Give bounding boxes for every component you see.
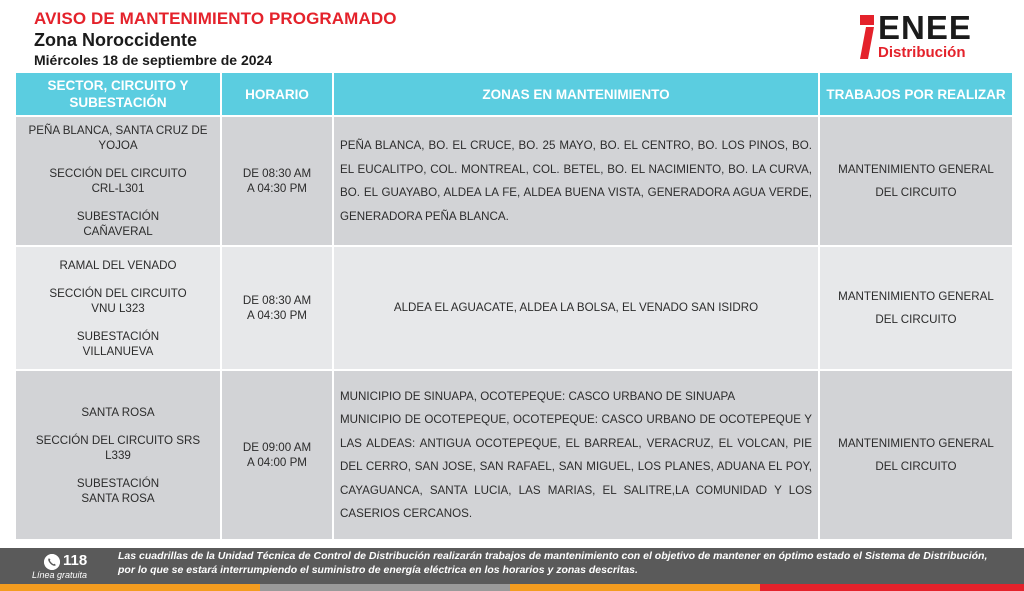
zones-text: MUNICIPIO DE OCOTEPEQUE, OCOTEPEQUE: CASCO URBANO DE OCOTEPEQUE Y LAS ALDEAS: ANTIGUA OCOTEPEQUE, EL BARREAL, VERACRUZ, EL VOLCAN, PIE DEL CERRO, SAN JOSE, SAN RAFAEL, SAN MIGUEL, LOS PLANES, ADUANA EL POY, CAYAGUANCA, SANTA LUCIA, LAS MARIAS, EL SALITRE,LA COMUNIDAD Y LOS CASERIOS CERCANOS. [340,413,812,520]
schedule-start: DE 08:30 AM [242,167,312,180]
schedule-end: A 04:30 PM [247,182,307,195]
enee-logo-mark-icon [854,15,874,59]
header-trabajos: TRABAJOS POR REALIZAR [820,73,1012,115]
circuit-label: SECCIÓN DEL CIRCUITO [49,167,187,180]
sector-name: PEÑA BLANCA, SANTA CRUZ DE YOJOA [28,124,208,152]
schedule-cell [222,117,332,245]
hotline [30,551,102,583]
circuit-label: SECCIÓN DEL CIRCUITO SRS [35,433,201,447]
header-zonas: ZONAS EN MANTENIMIENTO [334,73,818,115]
logo-wordmark: ENEE [878,9,972,46]
substation-name: CAÑAVERAL [83,225,153,238]
table-header-row [16,73,1012,115]
maintenance-table [14,71,1014,541]
header-horario: HORARIO [222,73,332,115]
schedule-cell [222,371,332,539]
table-row [16,247,1012,369]
schedule-end: A 04:30 PM [247,309,307,322]
stripe-red [760,584,1024,591]
substation-label: SUBESTACIÓN [76,210,160,223]
schedule-cell [222,247,332,369]
notice-header [0,0,1024,72]
notice-date: Miércoles 18 de septiembre de 2024 [34,52,273,68]
stripe-orange [0,584,260,591]
footer-notice: Las cuadrillas de la Unidad Técnica de Control de Distribución realizarán trabajos de mantenimiento con el objetivo de mantener en óptimo estado el Sistema de Distribución, por lo que se estará interrumpiendo el suministro de energía eléctrica en los horarios y zonas descritas. [118,550,988,576]
circuit-code: VNU L323 [91,301,145,315]
table-row [16,117,1012,245]
substation-label: SUBESTACIÓN [76,329,160,343]
header-sector: SECTOR, CIRCUITO Y SUBESTACIÓN [16,73,220,115]
circuit-code: L339 [105,448,131,462]
work-cell: MANTENIMIENTO GENERAL DEL CIRCUITO [820,117,1012,245]
schedule-end: A 04:00 PM [247,456,307,469]
hotline-number: 118 [63,552,88,569]
substation-name: VILLANUEVA [82,344,154,358]
sector-cell [16,117,220,245]
substation-label: SUBESTACIÓN [76,476,160,490]
table-row [16,371,1012,539]
notice-title: AVISO DE MANTENIMIENTO PROGRAMADO [34,9,397,28]
zones-cell: PEÑA BLANCA, BO. EL CRUCE, BO. 25 MAYO, BO. EL CENTRO, BO. LOS PINOS, BO. EL EUCALITPO, COL. MONTREAL, COL. BETEL, BO. EL NACIMIENTO, BO. LA CURVA, BO. EL GUAYABO, ALDEA LA FE, ALDEA BUENA VISTA, GENERADORA AGUA VERDE, GENERADORA PEÑA BLANCA. [334,117,818,245]
sector-cell [16,371,220,539]
schedule-start: DE 09:00 AM [242,441,312,454]
work-cell: MANTENIMIENTO GENERAL DEL CIRCUITO [820,247,1012,369]
logo-subtitle: Distribución [878,44,966,61]
work-cell: MANTENIMIENTO GENERAL DEL CIRCUITO [820,371,1012,539]
stripe-gray [260,584,510,591]
zones-line-first: MUNICIPIO DE SINUAPA, OCOTEPEQUE: CASCO URBANO DE SINUAPA [340,389,736,403]
zones-cell: ALDEA EL AGUACATE, ALDEA LA BOLSA, EL VENADO SAN ISIDRO [334,247,818,369]
phone-icon [44,554,60,570]
schedule-start: DE 08:30 AM [242,294,312,307]
hotline-label: Línea gratuita [32,570,88,580]
substation-name: SANTA ROSA [81,491,155,505]
sector-name: SANTA ROSA [81,405,155,419]
enee-logo [852,9,1002,64]
stripe-orange-2 [510,584,760,591]
circuit-label: SECCIÓN DEL CIRCUITO [49,286,187,300]
sector-cell [16,247,220,369]
circuit-code: CRL-L301 [91,182,145,195]
sector-name: RAMAL DEL VENADO [59,258,177,272]
zone-name: Zona Noroccidente [34,30,198,50]
zones-cell [334,371,818,539]
